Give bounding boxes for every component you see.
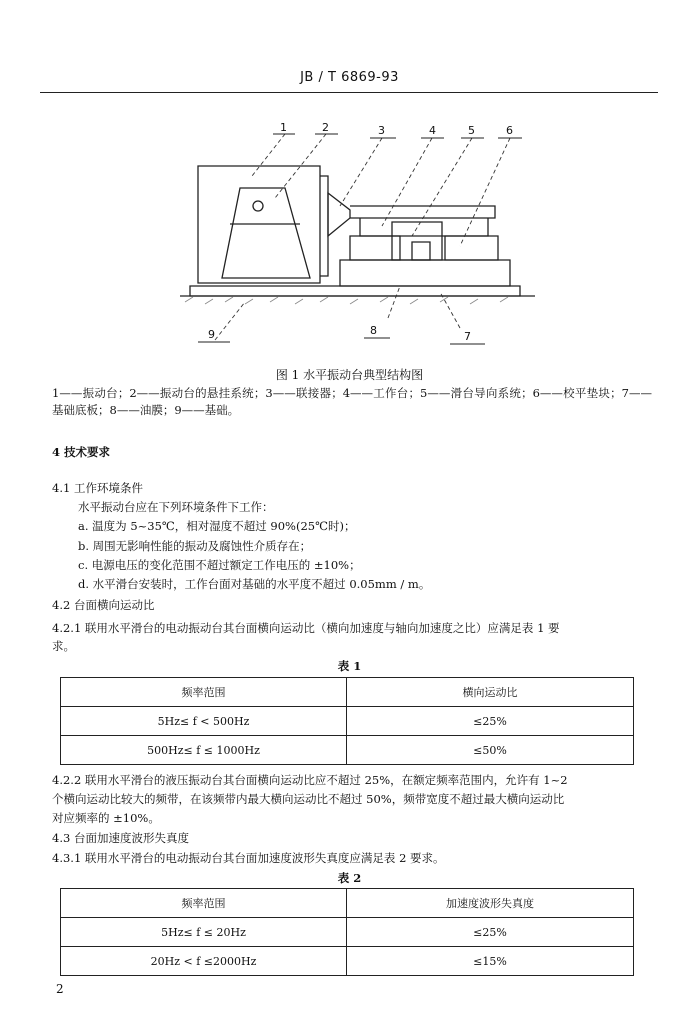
table-2-cell: ≤25%: [347, 918, 634, 947]
table-1-header-frequency: 频率范围: [61, 678, 347, 707]
section-4-2-1-line2: 求。: [52, 639, 75, 653]
section-4-2-heading: 4.2 台面横向运动比: [52, 598, 155, 612]
oil-film-shape: [412, 242, 430, 260]
table-row: [61, 947, 634, 976]
section-4-2-2-line1: 4.2.2 联用水平滑台的液压振动台其台面横向运动比应不超过 25%，在额定频率范围内，允许有 1~2: [52, 773, 568, 787]
foundation-hatching: [185, 297, 508, 304]
vibration-table-diagram: [150, 118, 570, 358]
connector-shape: [328, 193, 350, 236]
table-1: [60, 677, 634, 765]
table-2-header-frequency: 频率范围: [61, 889, 347, 918]
table-2-header-distortion: 加速度波形失真度: [347, 889, 634, 918]
table-2-caption: 表 2: [337, 871, 362, 885]
standard-code-header: JB / T 6869-93: [300, 70, 399, 85]
base-plate-shape: [190, 286, 520, 296]
pedestal-shape: [340, 260, 510, 286]
table-2: [60, 888, 634, 976]
section-4-2-2-line3: 对应频率的 ±10%。: [52, 811, 160, 825]
section-4-2-2-line2: 个横向运动比较大的频带，在该频带内最大横向运动比不超过 50%，频带宽度不超过最大横向运动比: [52, 792, 565, 806]
condition-item-c: c. 电源电压的变化范围不超过额定工作电压的 ±10%；: [78, 558, 361, 572]
table-1-caption: 表 1: [337, 659, 362, 673]
trunnion-circle: [253, 201, 263, 211]
page-number: 2: [56, 982, 64, 996]
table-2-cell: 20Hz < f ≤2000Hz: [61, 947, 347, 976]
condition-item-d: d. 水平滑台安装时，工作台面对基础的水平度不超过 0.05mm / m。: [78, 577, 431, 591]
callout-5: 5: [468, 124, 475, 137]
callout-7: 7: [464, 330, 471, 343]
section-4-3-heading: 4.3 台面加速度波形失真度: [52, 831, 189, 845]
callout-6: 6: [506, 124, 513, 137]
suspension-shape: [222, 188, 310, 278]
table-1-cell: ≤50%: [347, 736, 634, 765]
callout-9: 9: [208, 328, 215, 341]
callout-3: 3: [378, 124, 385, 137]
table-row: [61, 736, 634, 765]
table-1-cell: 500Hz≤ f ≤ 1000Hz: [61, 736, 347, 765]
condition-item-b: b. 周围无影响性能的振动及腐蚀性介质存在；: [78, 539, 312, 553]
table-row: [61, 918, 634, 947]
section-4-2-1-line1: 4.2.1 联用水平滑台的电动振动台其台面横向运动比（横向加速度与轴向加速度之比）应满足表 1 要: [52, 621, 560, 635]
table-1-cell: ≤25%: [347, 707, 634, 736]
callout-4: 4: [429, 124, 436, 137]
condition-item-a: a. 温度为 5~35℃，相对湿度不超过 90%(25℃时)；: [78, 519, 356, 533]
table-row: [61, 707, 634, 736]
figure-caption: 图 1 水平振动台典型结构图: [275, 368, 424, 382]
callout-1: 1: [280, 121, 287, 134]
callout-8: 8: [370, 324, 377, 337]
table-1-header-ratio: 横向运动比: [347, 678, 634, 707]
table-2-cell: 5Hz≤ f ≤ 20Hz: [61, 918, 347, 947]
header-rule: [40, 92, 658, 93]
figure-legend: 1——振动台；2——振动台的悬挂系统；3——联接器；4——工作台；5——滑台导向系统；6——校平垫块；7——基础底板；8——油膜；9——基础。: [52, 386, 652, 417]
callout-2: 2: [322, 121, 329, 134]
section-4-heading: 4 技术要求: [52, 445, 111, 459]
section-4-1-heading: 4.1 工作环境条件: [52, 481, 143, 495]
table-1-cell: 5Hz≤ f < 500Hz: [61, 707, 347, 736]
section-4-3-1: 4.3.1 联用水平滑台的电动振动台其台面加速度波形失真度应满足表 2 要求。: [52, 851, 445, 865]
section-4-1-intro: 水平振动台应在下列环境条件下工作：: [78, 500, 274, 514]
table-2-cell: ≤15%: [347, 947, 634, 976]
